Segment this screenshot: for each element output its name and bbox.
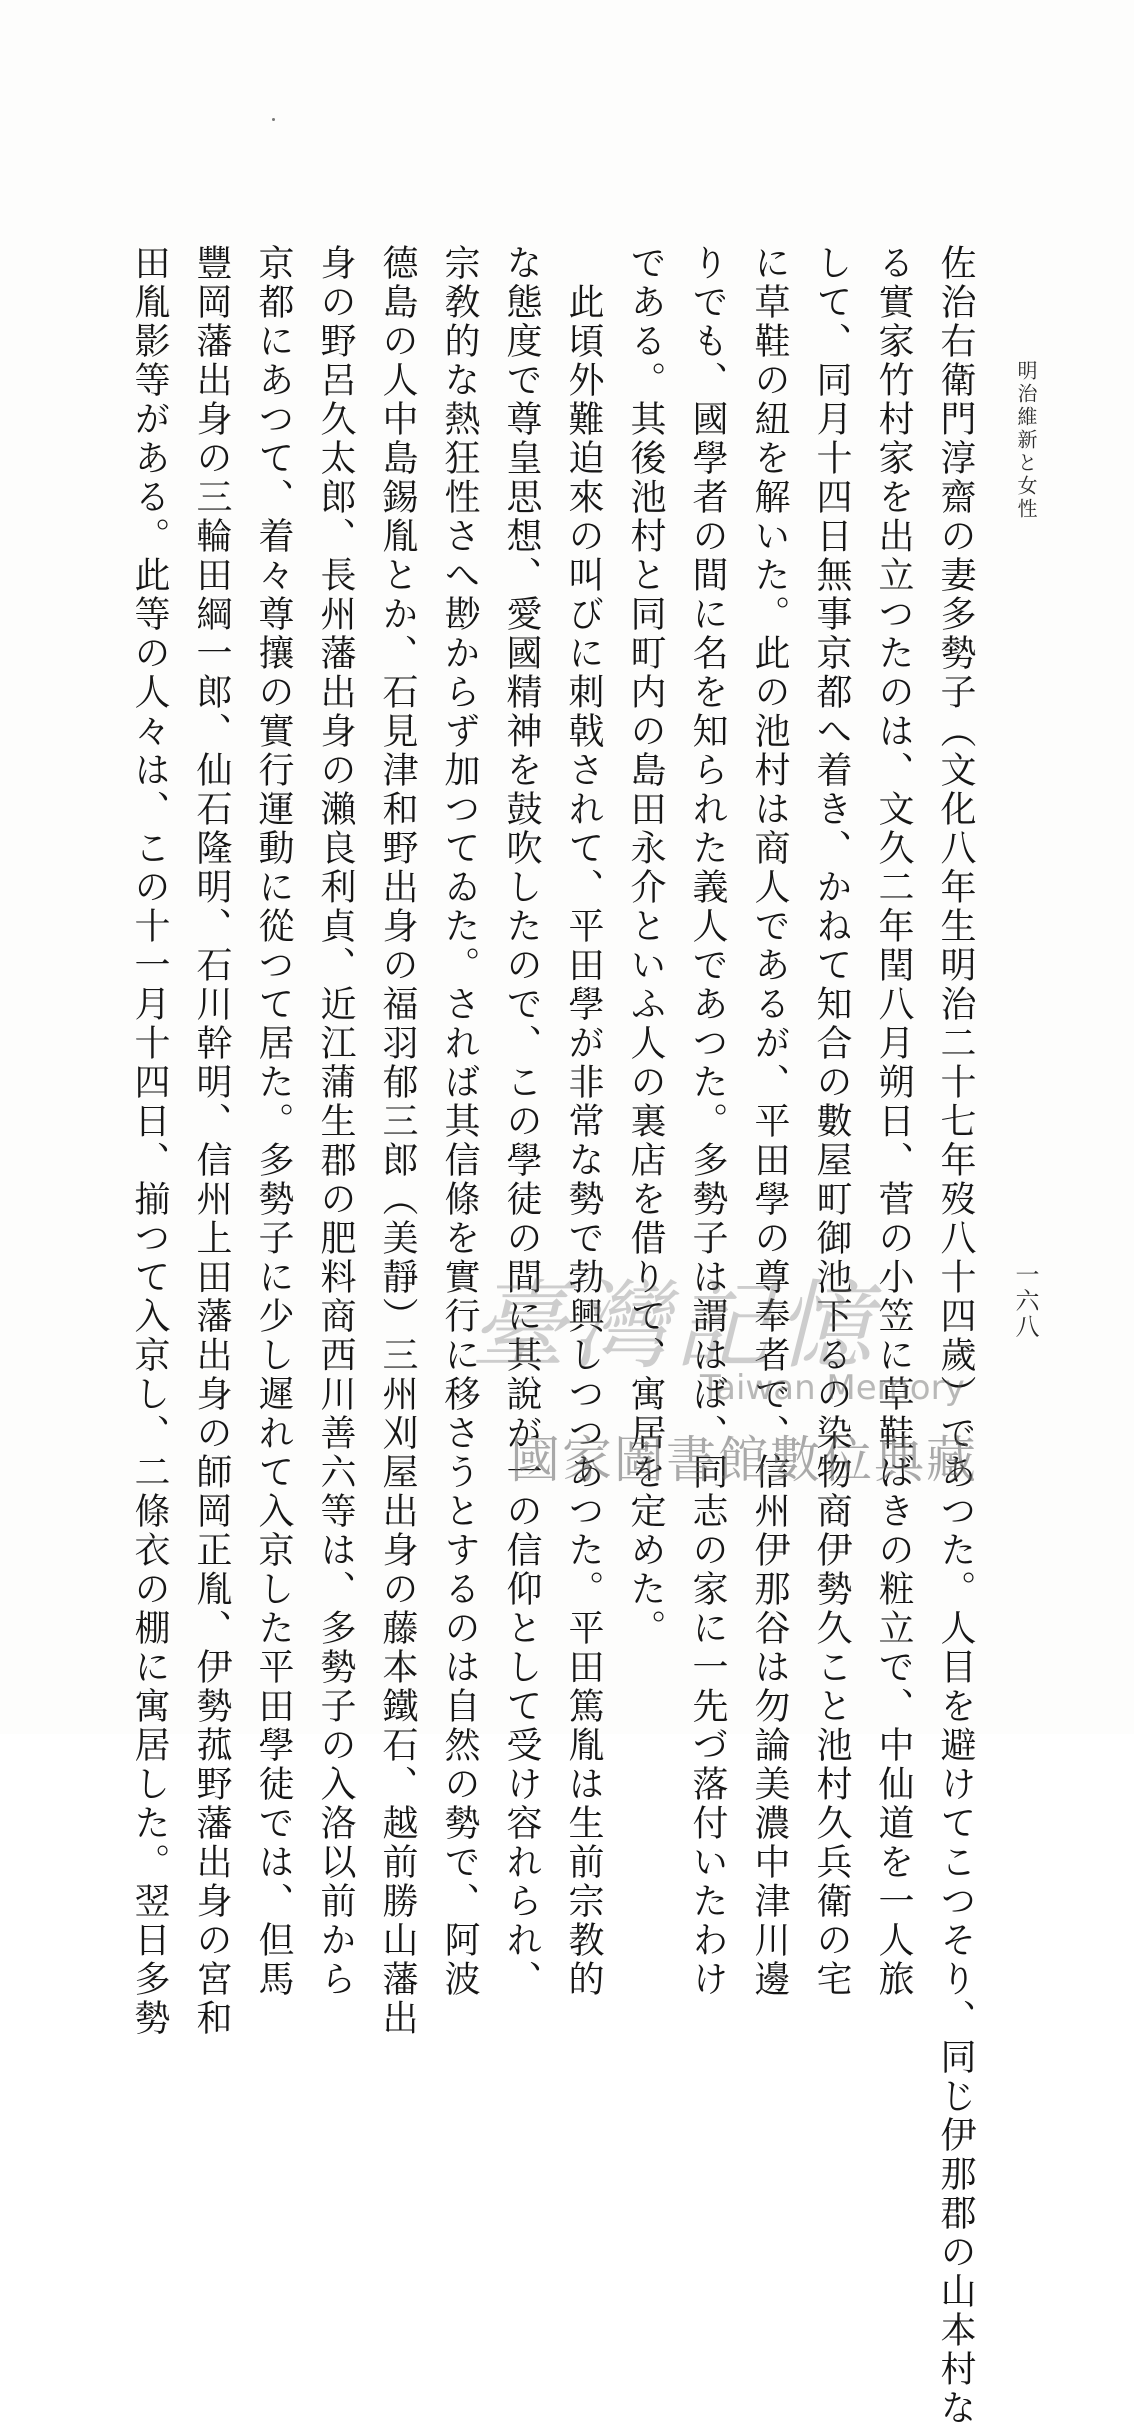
- text-column: 身の野呂久太郎、長州藩出身の瀨良利貞、近江蒲生郡の肥料商西川善六等は、多勢子の入洛以前から: [315, 244, 356, 1999]
- text-column: 京都にあつて、着々尊攘の實行運動に從つて居た。多勢子に少し遲れて入京した平田學徒では、但馬: [253, 244, 294, 1999]
- text-column: な態度で尊皇思想、愛國精神を鼓吹したので、この學徒の間に其說が一の信仰として受け容れられ、: [501, 244, 542, 1999]
- text-column: して、同月十四日無事京都へ着き、かねて知合の數屋町御池下るの染物商伊勢久こと池村久兵衛の宅: [811, 244, 852, 1999]
- text-column: 德島の人中島錫胤とか、石見津和野出身の福羽郁三郎（美靜）三州刈屋出身の藤本鐵石、越前勝山藩出: [377, 244, 418, 2038]
- text-column: 佐治右衛門淳齋の妻多勢子（文化八年生明治二十七年歿八十四歲）であつた。人目を避けてこつそり、同じ伊那郡の山本村な: [935, 244, 976, 2428]
- text-column: 田胤影等がある。此等の人々は、この十一月十四日、揃つて入京し、二條衣の棚に寓居した。翌日多勢: [129, 244, 170, 2038]
- text-column: る實家竹村家を出立つたのは、文久二年閏八月朔日、菅の小笠に草鞋ばきの粧立で、中仙道を一人旅: [873, 244, 914, 1999]
- print-speck: [272, 118, 275, 121]
- text-column: 宗敎的な熱狂性さへ尠からず加つてゐた。されば其信條を實行に移さうとするのは自然の勢で、阿波: [439, 244, 480, 1999]
- library-watermark: [470, 1250, 1070, 1550]
- page-number: 一六八: [1011, 1262, 1039, 1340]
- text-column: りでも、國學者の間に名を知られた義人であつた。多勢子は謂はば、同志の家に一先づ落付いたわけ: [687, 244, 728, 1999]
- text-column: 此頃外難迫來の叫びに刺戟されて、平田學が非常な勢で勃興しつつあつた。平田篤胤は生前宗教的: [563, 244, 604, 1999]
- text-column: 豐岡藩出身の三輪田綱一郎、仙石隆明、石川幹明、信州上田藩出身の師岡正胤、伊勢菰野藩出身の宮和: [191, 244, 232, 2038]
- watermark-chinese: 國家圖書館數位典藏: [510, 1431, 978, 1489]
- watermark-english: Taiwan Memory: [700, 1368, 965, 1408]
- text-column: である。其後池村と同町内の島田永介といふ人の裏店を借りて、寓居を定めた。: [625, 244, 666, 1648]
- running-title: 明治維新と女性: [1014, 360, 1038, 521]
- text-column: に草鞋の紐を解いた。此の池村は商人であるが、平田學の尊奉者で、信州伊那谷は勿論美濃中津川邊: [749, 244, 790, 1999]
- watermark-logo: 臺灣記憶: [470, 1270, 878, 1382]
